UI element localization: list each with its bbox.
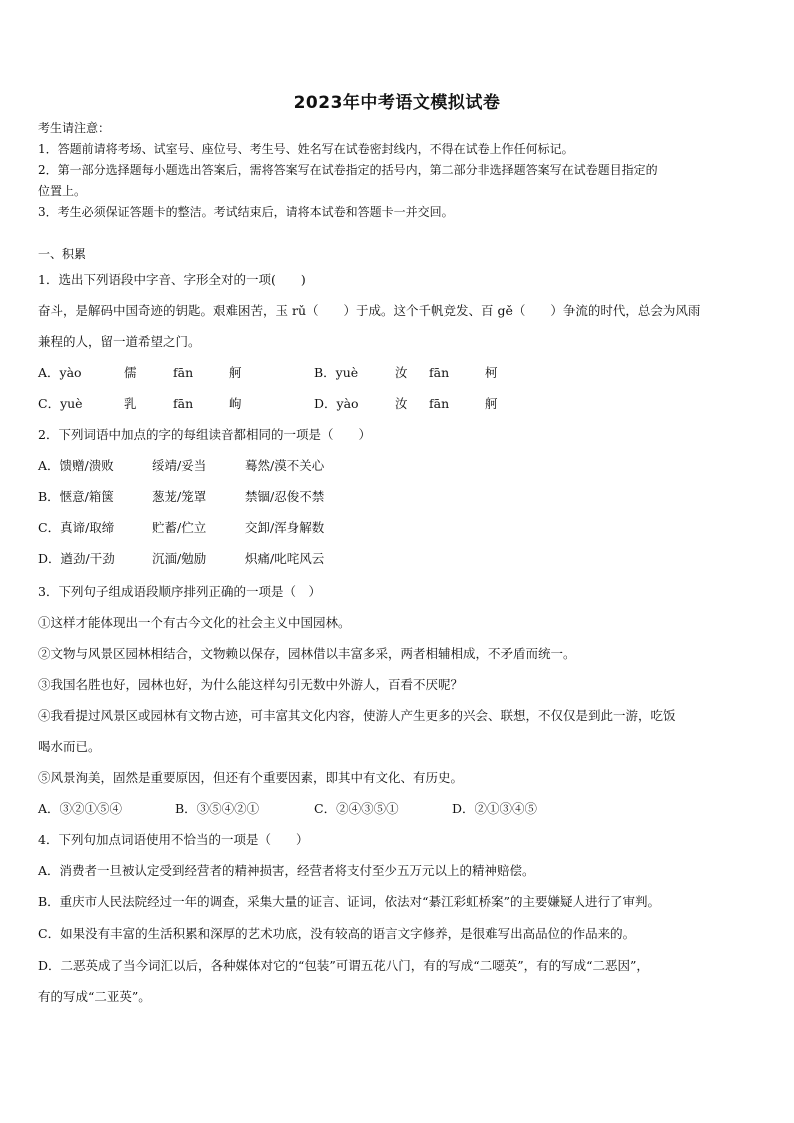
q4-option-d-cont: 有的写成“二亚英”。 bbox=[38, 989, 151, 1004]
q3-option-a: A．③②①⑤④ bbox=[38, 801, 123, 816]
notice-item-2-cont: 位置上。 bbox=[38, 184, 87, 198]
q4-option-b: B．重庆市人民法院经过一年的调查，采集大量的证言、证词，依法对“綦江彩虹桥案”的主要嫌疑人进行了审判。 bbox=[38, 894, 660, 909]
q3-option-b: B．③⑤④②① bbox=[175, 801, 260, 816]
q1-option-d-pinyin1: D．yào bbox=[314, 396, 359, 411]
q1-passage-line-2: 兼程的人，留一道希望之门。 bbox=[38, 334, 201, 349]
q1-option-d-char2: 舸 bbox=[485, 396, 498, 411]
q2-option-c-word3: 交卸/浑身解数 bbox=[245, 520, 325, 535]
q4-option-c: C．如果没有丰富的生活积累和深厚的艺术功底，没有较高的语言文字修养，是很难写出高品位的作品来的。 bbox=[38, 926, 636, 941]
q1-stem: 1．选出下列语段中字音、字形全对的一项( ) bbox=[38, 272, 306, 287]
q3-stem: 3．下列句子组成语段顺序排列正确的一项是（ ） bbox=[38, 584, 321, 599]
q3-sentence-3: ③我国名胜也好，园林也好，为什么能这样勾引无数中外游人，百看不厌呢？ bbox=[38, 677, 464, 692]
q3-option-c: C．②④③⑤① bbox=[314, 801, 399, 816]
q1-option-b-char1: 汝 bbox=[395, 365, 408, 380]
q2-option-d-word2: 沉湎/勉励 bbox=[152, 551, 207, 566]
q3-sentence-1: ①这样才能体现出一个有古今文化的社会主义中国园林。 bbox=[38, 615, 351, 630]
q4-option-a: A．消费者一旦被认定受到经营者的精神损害，经营者将支付至少五万元以上的精神赔偿。 bbox=[38, 863, 535, 878]
q1-passage-line-1: 奋斗，是解码中国奇迹的钥匙。艰难困苦，玉 rǔ（ ）于成。这个千帆竞发、百 gě（ ）争流的时代，总会为风雨 bbox=[38, 303, 701, 318]
q3-sentence-5: ⑤风景洵美，固然是重要原因，但还有个重要因素，即其中有文化、有历史。 bbox=[38, 770, 464, 785]
q2-option-b-word3: 禁锢/忍俊不禁 bbox=[245, 489, 325, 504]
q3-sentence-4-cont: 喝水而已。 bbox=[38, 739, 101, 754]
q1-option-c-char1: 乳 bbox=[124, 396, 137, 411]
q2-option-a-word3: 蓦然/漠不关心 bbox=[245, 458, 325, 473]
q4-stem: 4．下列句加点词语使用不恰当的一项是（ ） bbox=[38, 832, 309, 847]
q2-option-b-word1: B．惬意/箱箧 bbox=[38, 489, 114, 504]
q1-option-c-pinyin1: C．yuè bbox=[38, 396, 83, 411]
q3-sentence-2: ②文物与风景区园林相结合，文物赖以保存，园林借以丰富多采，两者相辅相成，不矛盾而统一。 bbox=[38, 646, 576, 661]
q1-option-a-char1: 儒 bbox=[124, 365, 137, 380]
q1-option-a-pinyin1: A．yào bbox=[38, 365, 82, 380]
q2-option-b-word2: 葱茏/笼罩 bbox=[152, 489, 207, 504]
q4-option-d: D．二恶英成了当今词汇以后，各种媒体对它的“包装”可谓五花八门，有的写成“二噁英”，有的写成“二恶因”， bbox=[38, 958, 649, 973]
q1-option-a-char2: 舸 bbox=[229, 365, 242, 380]
notice-heading: 考生请注意： bbox=[38, 121, 111, 135]
q1-option-a-pinyin2: fān bbox=[173, 365, 194, 380]
q2-option-a-word2: 绥靖/妥当 bbox=[152, 458, 207, 473]
notice-item-3: 3．考生必须保证答题卡的整洁。考试结束后，请将本试卷和答题卡一并交回。 bbox=[38, 205, 454, 219]
q1-option-d-char1: 汝 bbox=[395, 396, 408, 411]
q2-option-a-word1: A．馈赠/溃败 bbox=[38, 458, 114, 473]
notice-item-2: 2．第一部分选择题每小题选出答案后，需将答案写在试卷指定的括号内，第二部分非选择题答案写在试卷题目指定的 bbox=[38, 163, 658, 177]
q2-option-d-word3: 炽痛/叱咤风云 bbox=[245, 551, 325, 566]
q3-sentence-4: ④我看提过风景区或园林有文物古迹，可丰富其文化内容，使游人产生更多的兴会、联想，不仅仅是到此一游，吃饭 bbox=[38, 708, 676, 723]
q1-option-c-char2: 岣 bbox=[229, 396, 242, 411]
q3-option-d: D．②①③④⑤ bbox=[452, 801, 538, 816]
exam-title: 2023年中考语文模拟试卷 bbox=[293, 93, 501, 113]
q1-option-d-pinyin2: fān bbox=[429, 396, 450, 411]
notice-item-1: 1．答题前请将考场、试室号、座位号、考生号、姓名写在试卷密封线内，不得在试卷上作任何标记。 bbox=[38, 142, 574, 156]
q2-option-c-word2: 贮蓄/伫立 bbox=[152, 520, 207, 535]
q2-option-d-word1: D．遒劲/干劲 bbox=[38, 551, 115, 566]
q2-stem: 2．下列词语中加点的字的每组读音都相同的一项是（ ） bbox=[38, 427, 371, 442]
q1-option-b-char2: 柯 bbox=[485, 365, 498, 380]
q1-option-c-pinyin2: fān bbox=[173, 396, 194, 411]
q2-option-c-word1: C．真谛/取缔 bbox=[38, 520, 115, 535]
section-heading: 一、积累 bbox=[38, 247, 87, 261]
q1-option-b-pinyin2: fān bbox=[429, 365, 450, 380]
q1-option-b-pinyin1: B．yuè bbox=[314, 365, 359, 380]
